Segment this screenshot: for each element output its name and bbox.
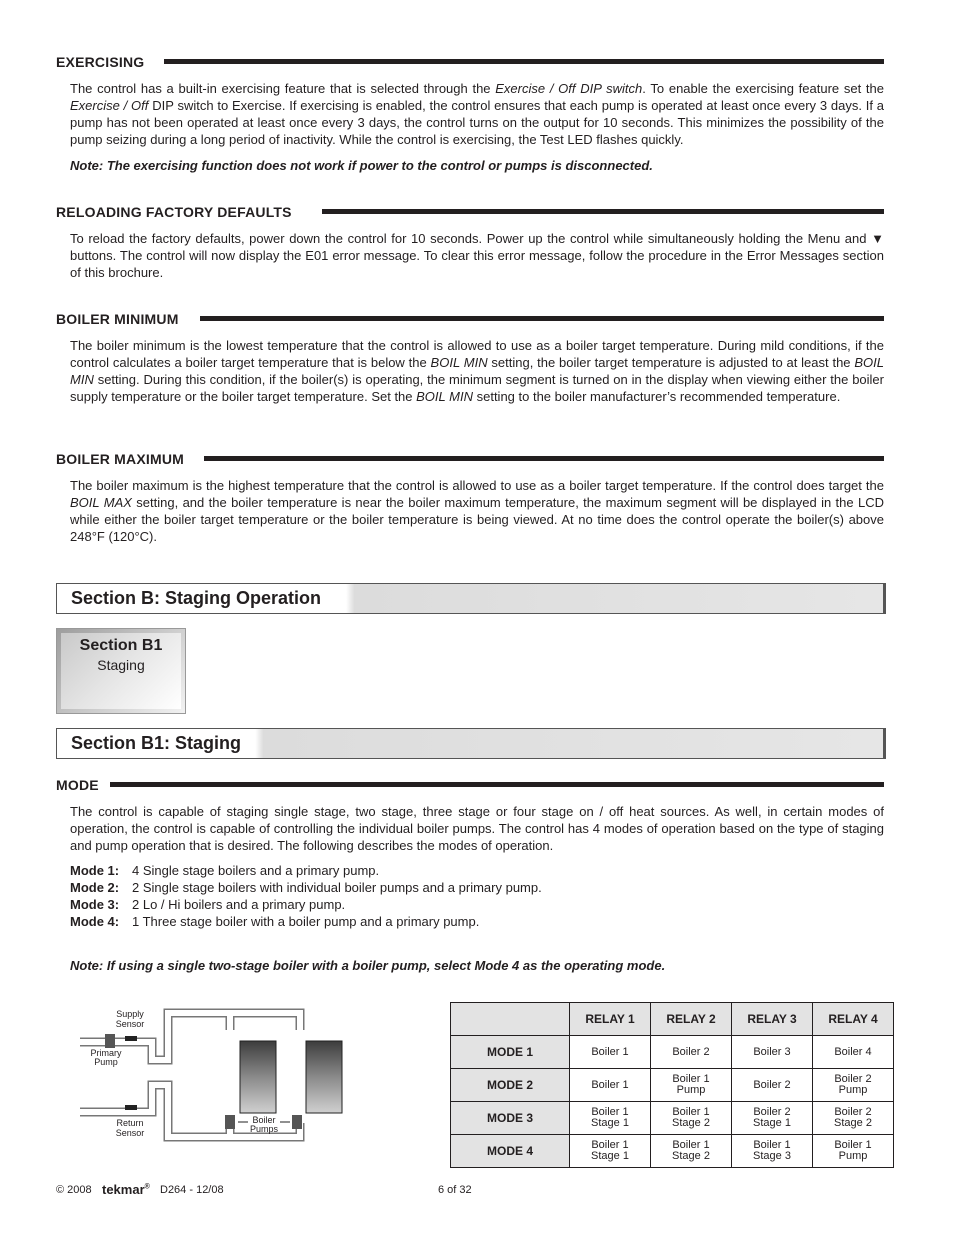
table-corner [451,1003,570,1036]
table-cell: Boiler 2 [651,1036,732,1069]
section-b1-tab [56,628,186,714]
table-cell: Boiler 1 Pump [813,1135,894,1168]
table-cell: Boiler 3 [732,1036,813,1069]
boiler-minimum-paragraph: The boiler minimum is the lowest temperature that the control is allowed to use as a boiler target temperature. During mild conditions, if the control calculates a boiler target temperature that is below the BOIL MIN setting, the boiler target temperature is adjusted to at least the BOIL MIN setting. During this condition, if the boiler(s) is operating, the minimum segment is turned on in the display when viewing either the boiler supply temperature or the boiler target temperature. Set the BOIL MIN setting to the boiler manufacturer’s recommended temperature. [70,338,884,404]
mode-paragraph: The control is capable of staging single stage, two stage, three stage or four stage on / off heat sources. As well, in certain modes of operation, the control is capable of controlling the individual boiler pumps. The control has 4 modes of operation based on the type of staging and pump operation that is desired. The following describes the modes of operation. [70,804,884,853]
reloading-rule [322,209,884,214]
reloading-paragraph: To reload the factory defaults, power down the control for 10 seconds. Power up the control while simultaneously holding the Menu and ▼ buttons. The control will now display the E01 error message. To clear this error message, follow the procedure in the Error Messages section of this brochure. [70,231,884,280]
boiler-minimum-heading: BOILER MINIMUM [56,311,179,327]
table-cell: Boiler 1 Stage 1 [570,1102,651,1135]
table-cell: Boiler 1 [570,1036,651,1069]
table-header-row [451,1003,894,1036]
exercising-rule [164,59,884,64]
label-supply: Supply [116,1009,144,1019]
label-primary: Primary [90,1048,122,1058]
table-row [451,1135,894,1168]
supply-sensor-icon [125,1036,137,1041]
table-cell: Boiler 2 Stage 1 [732,1102,813,1135]
mode-heading: MODE [56,777,99,793]
return-sensor-icon [125,1105,137,1110]
table-cell: Boiler 1 Stage 3 [732,1135,813,1168]
label-return-2: Sensor [115,1128,145,1138]
table-row [451,1069,894,1102]
mode-item: Mode 3: 2 Lo / Hi boilers and a primary pump. [70,897,346,912]
label-primary-2: Pump [94,1057,118,1067]
mode-item: Mode 4: 1 Three stage boiler with a boiler pump and a primary pump. [70,914,480,929]
boiler-2 [306,1041,342,1113]
header-relay-2: RELAY 2 [651,1003,732,1036]
table-row [451,1102,894,1135]
exercising-note: Note: The exercising function does not work if power to the control or pumps is disconnected. [70,158,653,173]
mode-item: Mode 2: 2 Single stage boilers with individual boiler pumps and a primary pump. [70,880,542,895]
mode-item: Mode 1: 4 Single stage boilers and a primary pump. [70,863,380,878]
row-label: MODE 4 [451,1135,570,1168]
header-relay-3: RELAY 3 [732,1003,813,1036]
table-cell: Boiler 1 [570,1069,651,1102]
row-label: MODE 3 [451,1102,570,1135]
footer-doc-number: D264 - 12/08 [160,1184,224,1196]
section-b1-tab-inner [61,633,181,709]
row-label: MODE 1 [451,1036,570,1069]
footer-copyright: © 2008 [56,1184,92,1196]
exercising-heading: EXERCISING [56,54,145,70]
mode-list [70,862,542,930]
label-supply-2: Sensor [115,1019,145,1029]
boiler-maximum-rule [204,456,884,461]
boiler-1 [240,1041,276,1113]
boiler-pump-2-icon [292,1115,302,1129]
label-boiler-pumps-2: Pumps [249,1124,279,1134]
header-relay-1: RELAY 1 [570,1003,651,1036]
section-b-bar [56,583,886,614]
table-cell: Boiler 1 Stage 1 [570,1135,651,1168]
table-cell: Boiler 2 Pump [813,1069,894,1102]
reloading-heading: RELOADING FACTORY DEFAULTS [56,204,292,220]
boiler-maximum-heading: BOILER MAXIMUM [56,451,185,467]
primary-pump-icon [105,1034,115,1048]
section-b-title: Section B: Staging Operation [71,588,322,608]
table-row [451,1036,894,1069]
exercising-paragraph: The control has a built-in exercising feature that is selected through the Exercise / Off DIP switch. To enable the exercising feature set the Exercise / Off DIP switch to Exercise. If exercising is enabled, the control ensures that each pump is operated at least once every 3 days. If a pump has not been operated at least once every 3 days, the control turns on the output for 10 seconds. This minimizes the possibility of the pump seizing during a long period of inactivity. While the control is exercising, the Test LED flashes quickly. [70,81,884,147]
section-b1-tab-title: Section B1 [79,637,163,654]
table-cell: Boiler 4 [813,1036,894,1069]
table-cell: Boiler 1 Stage 2 [651,1135,732,1168]
table-cell: Boiler 2 [732,1069,813,1102]
piping-diagram [80,1005,370,1145]
table-cell: Boiler 1 Pump [651,1069,732,1102]
table-cell: Boiler 1 Stage 2 [651,1102,732,1135]
relay-table [450,1002,894,1168]
boiler-minimum-rule [200,316,884,321]
footer-brand-logo: tekmar® [102,1182,150,1197]
header-relay-4: RELAY 4 [813,1003,894,1036]
footer-page-number: 6 of 32 [438,1184,472,1196]
section-b1-title: Section B1: Staging [71,733,242,753]
mode-rule [110,782,884,787]
section-b1-bar [56,728,886,759]
section-b1-tab-subtitle: Staging [97,657,145,673]
label-boiler-pumps: Boiler [252,1115,276,1125]
row-label: MODE 2 [451,1069,570,1102]
boiler-maximum-paragraph: The boiler maximum is the highest temperature that the control is allowed to use as a boiler target temperature. If the control does target the BOIL MAX setting, and the boiler temperature is near the boiler maximum temperature, the maximum segment will be displayed in the LCD while either the boiler target temperature or the boiler temperature is being viewed. At no time does the control operate the boiler(s) above 248°F (120°C). [70,478,884,544]
label-return: Return [116,1118,144,1128]
mode-note: Note: If using a single two-stage boiler with a boiler pump, select Mode 4 as the operating mode. [70,958,666,973]
boiler-pump-1-icon [225,1115,235,1129]
table-cell: Boiler 2 Stage 2 [813,1102,894,1135]
